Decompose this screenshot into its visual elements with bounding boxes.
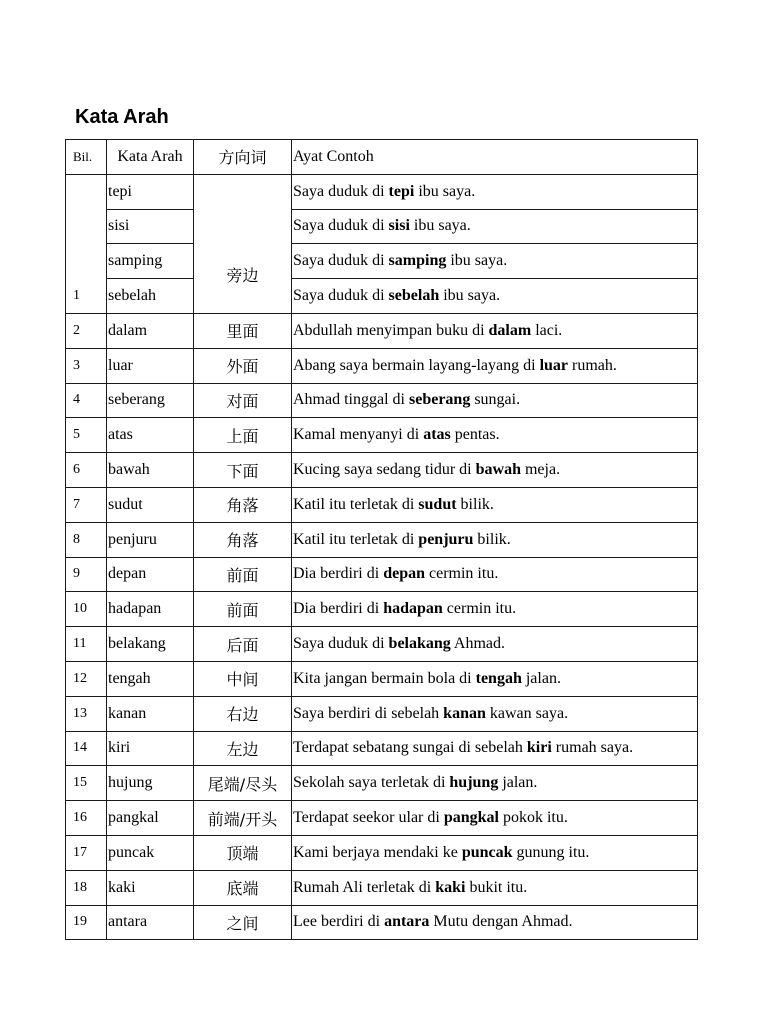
- chinese-cell: 前面: [194, 557, 292, 592]
- kata-arah-cell: luar: [107, 348, 194, 383]
- header-ayat-contoh: Ayat Contoh: [292, 140, 698, 175]
- table-row: [66, 313, 698, 348]
- table-row: [66, 487, 698, 522]
- chinese-cell: 角落: [194, 487, 292, 522]
- chinese-cell: 之间: [194, 905, 292, 940]
- sentence-keyword: samping: [388, 252, 447, 270]
- sentence-before: Kami berjaya mendaki ke: [293, 843, 462, 861]
- sentence-after: kawan saya.: [485, 704, 569, 722]
- chinese-cell: 里面: [194, 313, 292, 348]
- sentence-keyword: sudut: [418, 495, 457, 513]
- sentence-after: Mutu dengan Ahmad.: [429, 913, 573, 931]
- sentence-keyword: tepi: [388, 182, 415, 200]
- sentence-before: Ahmad tinggal di: [293, 391, 409, 409]
- chinese-cell: 左边: [194, 731, 292, 766]
- ayat-contoh-cell: [292, 835, 698, 870]
- kata-arah-cell: kanan: [107, 696, 194, 731]
- ayat-contoh-cell: [292, 522, 698, 557]
- bil-cell: 9: [66, 557, 107, 592]
- table-row: [66, 696, 698, 731]
- chinese-cell: 中间: [194, 661, 292, 696]
- table-row: [66, 348, 698, 383]
- sentence-after: gunung itu.: [512, 843, 590, 861]
- kata-arah-cell: hujung: [107, 766, 194, 801]
- chinese-cell: 右边: [194, 696, 292, 731]
- kata-arah-table: [65, 139, 698, 940]
- chinese-cell: 前端/开头: [194, 801, 292, 836]
- table-row: [66, 453, 698, 488]
- chinese-cell: 尾端/尽头: [194, 766, 292, 801]
- chinese-cell: 上面: [194, 418, 292, 453]
- chinese-cell: 外面: [194, 348, 292, 383]
- chinese-cell: 下面: [194, 453, 292, 488]
- sentence-keyword: luar: [539, 356, 569, 374]
- kata-arah-cell: samping: [107, 244, 194, 279]
- sentence-after: cermin itu.: [425, 565, 499, 583]
- sentence-keyword: atas: [423, 426, 451, 444]
- sentence-after: pentas.: [450, 426, 500, 444]
- kata-arah-cell: sebelah: [107, 279, 194, 314]
- ayat-contoh-cell: [292, 174, 698, 209]
- kata-arah-cell: puncak: [107, 835, 194, 870]
- ayat-contoh-cell: [292, 383, 698, 418]
- bil-cell: 3: [66, 348, 107, 383]
- sentence-after: ibu saya.: [414, 182, 476, 200]
- kata-arah-cell: tengah: [107, 661, 194, 696]
- kata-arah-cell: hadapan: [107, 592, 194, 627]
- bil-cell: 10: [66, 592, 107, 627]
- bil-cell: 7: [66, 487, 107, 522]
- ayat-contoh-cell: [292, 557, 698, 592]
- kata-arah-cell: dalam: [107, 313, 194, 348]
- sentence-keyword: sebelah: [388, 287, 440, 305]
- bil-cell: 8: [66, 522, 107, 557]
- table-row: [66, 801, 698, 836]
- chinese-cell: 前面: [194, 592, 292, 627]
- sentence-keyword: antara: [384, 913, 430, 931]
- table-row: [66, 557, 698, 592]
- table-header-row: [66, 140, 698, 175]
- table-row: [66, 661, 698, 696]
- kata-arah-cell: kiri: [107, 731, 194, 766]
- bil-cell: 18: [66, 870, 107, 905]
- sentence-after: sungai.: [470, 391, 521, 409]
- sentence-keyword: sisi: [388, 217, 410, 235]
- sentence-after: jalan.: [498, 774, 538, 792]
- sentence-before: Kamal menyanyi di: [293, 426, 424, 444]
- sentence-after: pokok itu.: [498, 809, 568, 827]
- sentence-before: Saya berdiri di sebelah: [293, 704, 444, 722]
- ayat-contoh-cell: [292, 279, 698, 314]
- table-row: [66, 627, 698, 662]
- header-kata-arah: Kata Arah: [107, 140, 194, 175]
- chinese-cell: 后面: [194, 627, 292, 662]
- table-row: [66, 766, 698, 801]
- header-chinese: 方向词: [194, 140, 292, 175]
- sentence-after: ibu saya.: [409, 217, 471, 235]
- ayat-contoh-cell: [292, 453, 698, 488]
- chinese-cell: 顶端: [194, 835, 292, 870]
- sentence-after: laci.: [531, 321, 563, 339]
- kata-arah-cell: kaki: [107, 870, 194, 905]
- kata-arah-cell: atas: [107, 418, 194, 453]
- sentence-before: Abang saya bermain layang-layang di: [293, 356, 540, 374]
- sentence-before: Rumah Ali terletak di: [293, 878, 436, 896]
- sentence-keyword: depan: [383, 565, 425, 583]
- bil-cell: 6: [66, 453, 107, 488]
- sentence-before: Terdapat seekor ular di: [293, 809, 444, 827]
- sentence-before: Sekolah saya terletak di: [293, 774, 450, 792]
- table-row: [66, 174, 698, 209]
- ayat-contoh-cell: [292, 801, 698, 836]
- bil-cell: 2: [66, 313, 107, 348]
- sentence-before: Dia berdiri di: [293, 565, 384, 583]
- sentence-after: rumah saya.: [551, 739, 634, 757]
- kata-arah-cell: pangkal: [107, 801, 194, 836]
- sentence-after: ibu saya.: [439, 287, 501, 305]
- ayat-contoh-cell: [292, 766, 698, 801]
- sentence-before: Saya duduk di: [293, 252, 389, 270]
- sentence-keyword: tengah: [475, 669, 522, 687]
- sentence-before: Saya duduk di: [293, 182, 389, 200]
- ayat-contoh-cell: [292, 348, 698, 383]
- table-row: [66, 244, 698, 279]
- sentence-before: Terdapat sebatang sungai di sebelah: [293, 739, 527, 757]
- bil-cell: 19: [66, 905, 107, 940]
- bil-cell: 16: [66, 801, 107, 836]
- table-row: [66, 418, 698, 453]
- chinese-cell: 对面: [194, 383, 292, 418]
- chinese-cell: 角落: [194, 522, 292, 557]
- sentence-keyword: pangkal: [443, 809, 499, 827]
- table-row: [66, 383, 698, 418]
- sentence-keyword: belakang: [388, 635, 451, 653]
- sentence-after: Ahmad.: [450, 635, 506, 653]
- sentence-before: Abdullah menyimpan buku di: [293, 321, 489, 339]
- kata-arah-cell: belakang: [107, 627, 194, 662]
- bil-cell: 4: [66, 383, 107, 418]
- bil-cell: 11: [66, 627, 107, 662]
- sentence-before: Katil itu terletak di: [293, 495, 419, 513]
- ayat-contoh-cell: [292, 627, 698, 662]
- sentence-after: bilik.: [473, 530, 511, 548]
- ayat-contoh-cell: [292, 209, 698, 244]
- sentence-after: ibu saya.: [446, 252, 508, 270]
- sentence-after: bilik.: [456, 495, 494, 513]
- bil-cell: 5: [66, 418, 107, 453]
- sentence-after: bukit itu.: [465, 878, 528, 896]
- ayat-contoh-cell: [292, 487, 698, 522]
- chinese-cell: 底端: [194, 870, 292, 905]
- sentence-before: Dia berdiri di: [293, 600, 384, 618]
- sentence-keyword: kanan: [443, 704, 486, 722]
- kata-arah-cell: seberang: [107, 383, 194, 418]
- table-row: [66, 522, 698, 557]
- kata-arah-cell: penjuru: [107, 522, 194, 557]
- table-row: [66, 731, 698, 766]
- kata-arah-cell: antara: [107, 905, 194, 940]
- bil-cell: 12: [66, 661, 107, 696]
- sentence-after: cermin itu.: [442, 600, 517, 618]
- table-row: [66, 279, 698, 314]
- sentence-before: Lee berdiri di: [293, 913, 385, 931]
- page-title: Kata Arah: [75, 106, 169, 128]
- bil-cell: 14: [66, 731, 107, 766]
- table-row: [66, 209, 698, 244]
- sentence-keyword: penjuru: [418, 530, 474, 548]
- sentence-keyword: kaki: [435, 878, 466, 896]
- sentence-keyword: hujung: [449, 774, 499, 792]
- sentence-after: rumah.: [568, 356, 617, 374]
- table-row: [66, 905, 698, 940]
- kata-arah-cell: sisi: [107, 209, 194, 244]
- bil-cell: 1: [66, 174, 107, 313]
- sentence-before: Saya duduk di: [293, 287, 389, 305]
- ayat-contoh-cell: [292, 905, 698, 940]
- kata-arah-cell: bawah: [107, 453, 194, 488]
- kata-arah-cell: sudut: [107, 487, 194, 522]
- ayat-contoh-cell: [292, 870, 698, 905]
- sentence-keyword: bawah: [475, 461, 521, 479]
- kata-arah-cell: tepi: [107, 174, 194, 209]
- sentence-before: Saya duduk di: [293, 635, 389, 653]
- ayat-contoh-cell: [292, 731, 698, 766]
- ayat-contoh-cell: [292, 661, 698, 696]
- sentence-keyword: kiri: [526, 739, 552, 757]
- bil-cell: 13: [66, 696, 107, 731]
- sentence-keyword: puncak: [461, 843, 513, 861]
- kata-arah-cell: depan: [107, 557, 194, 592]
- sentence-keyword: seberang: [408, 391, 471, 409]
- sentence-after: meja.: [520, 461, 561, 479]
- ayat-contoh-cell: [292, 313, 698, 348]
- bil-cell: 15: [66, 766, 107, 801]
- sentence-before: Kita jangan bermain bola di: [293, 669, 476, 687]
- chinese-cell: 旁边: [194, 174, 292, 313]
- bil-cell: 17: [66, 835, 107, 870]
- ayat-contoh-cell: [292, 418, 698, 453]
- table-row: [66, 835, 698, 870]
- ayat-contoh-cell: [292, 244, 698, 279]
- ayat-contoh-cell: [292, 696, 698, 731]
- table-row: [66, 592, 698, 627]
- sentence-before: Saya duduk di: [293, 217, 389, 235]
- sentence-before: Katil itu terletak di: [293, 530, 419, 548]
- sentence-keyword: hadapan: [383, 600, 443, 618]
- sentence-keyword: dalam: [488, 321, 532, 339]
- header-bil: Bil.: [66, 140, 107, 175]
- ayat-contoh-cell: [292, 592, 698, 627]
- table-row: [66, 870, 698, 905]
- sentence-before: Kucing saya sedang tidur di: [293, 461, 476, 479]
- sentence-after: jalan.: [521, 669, 561, 687]
